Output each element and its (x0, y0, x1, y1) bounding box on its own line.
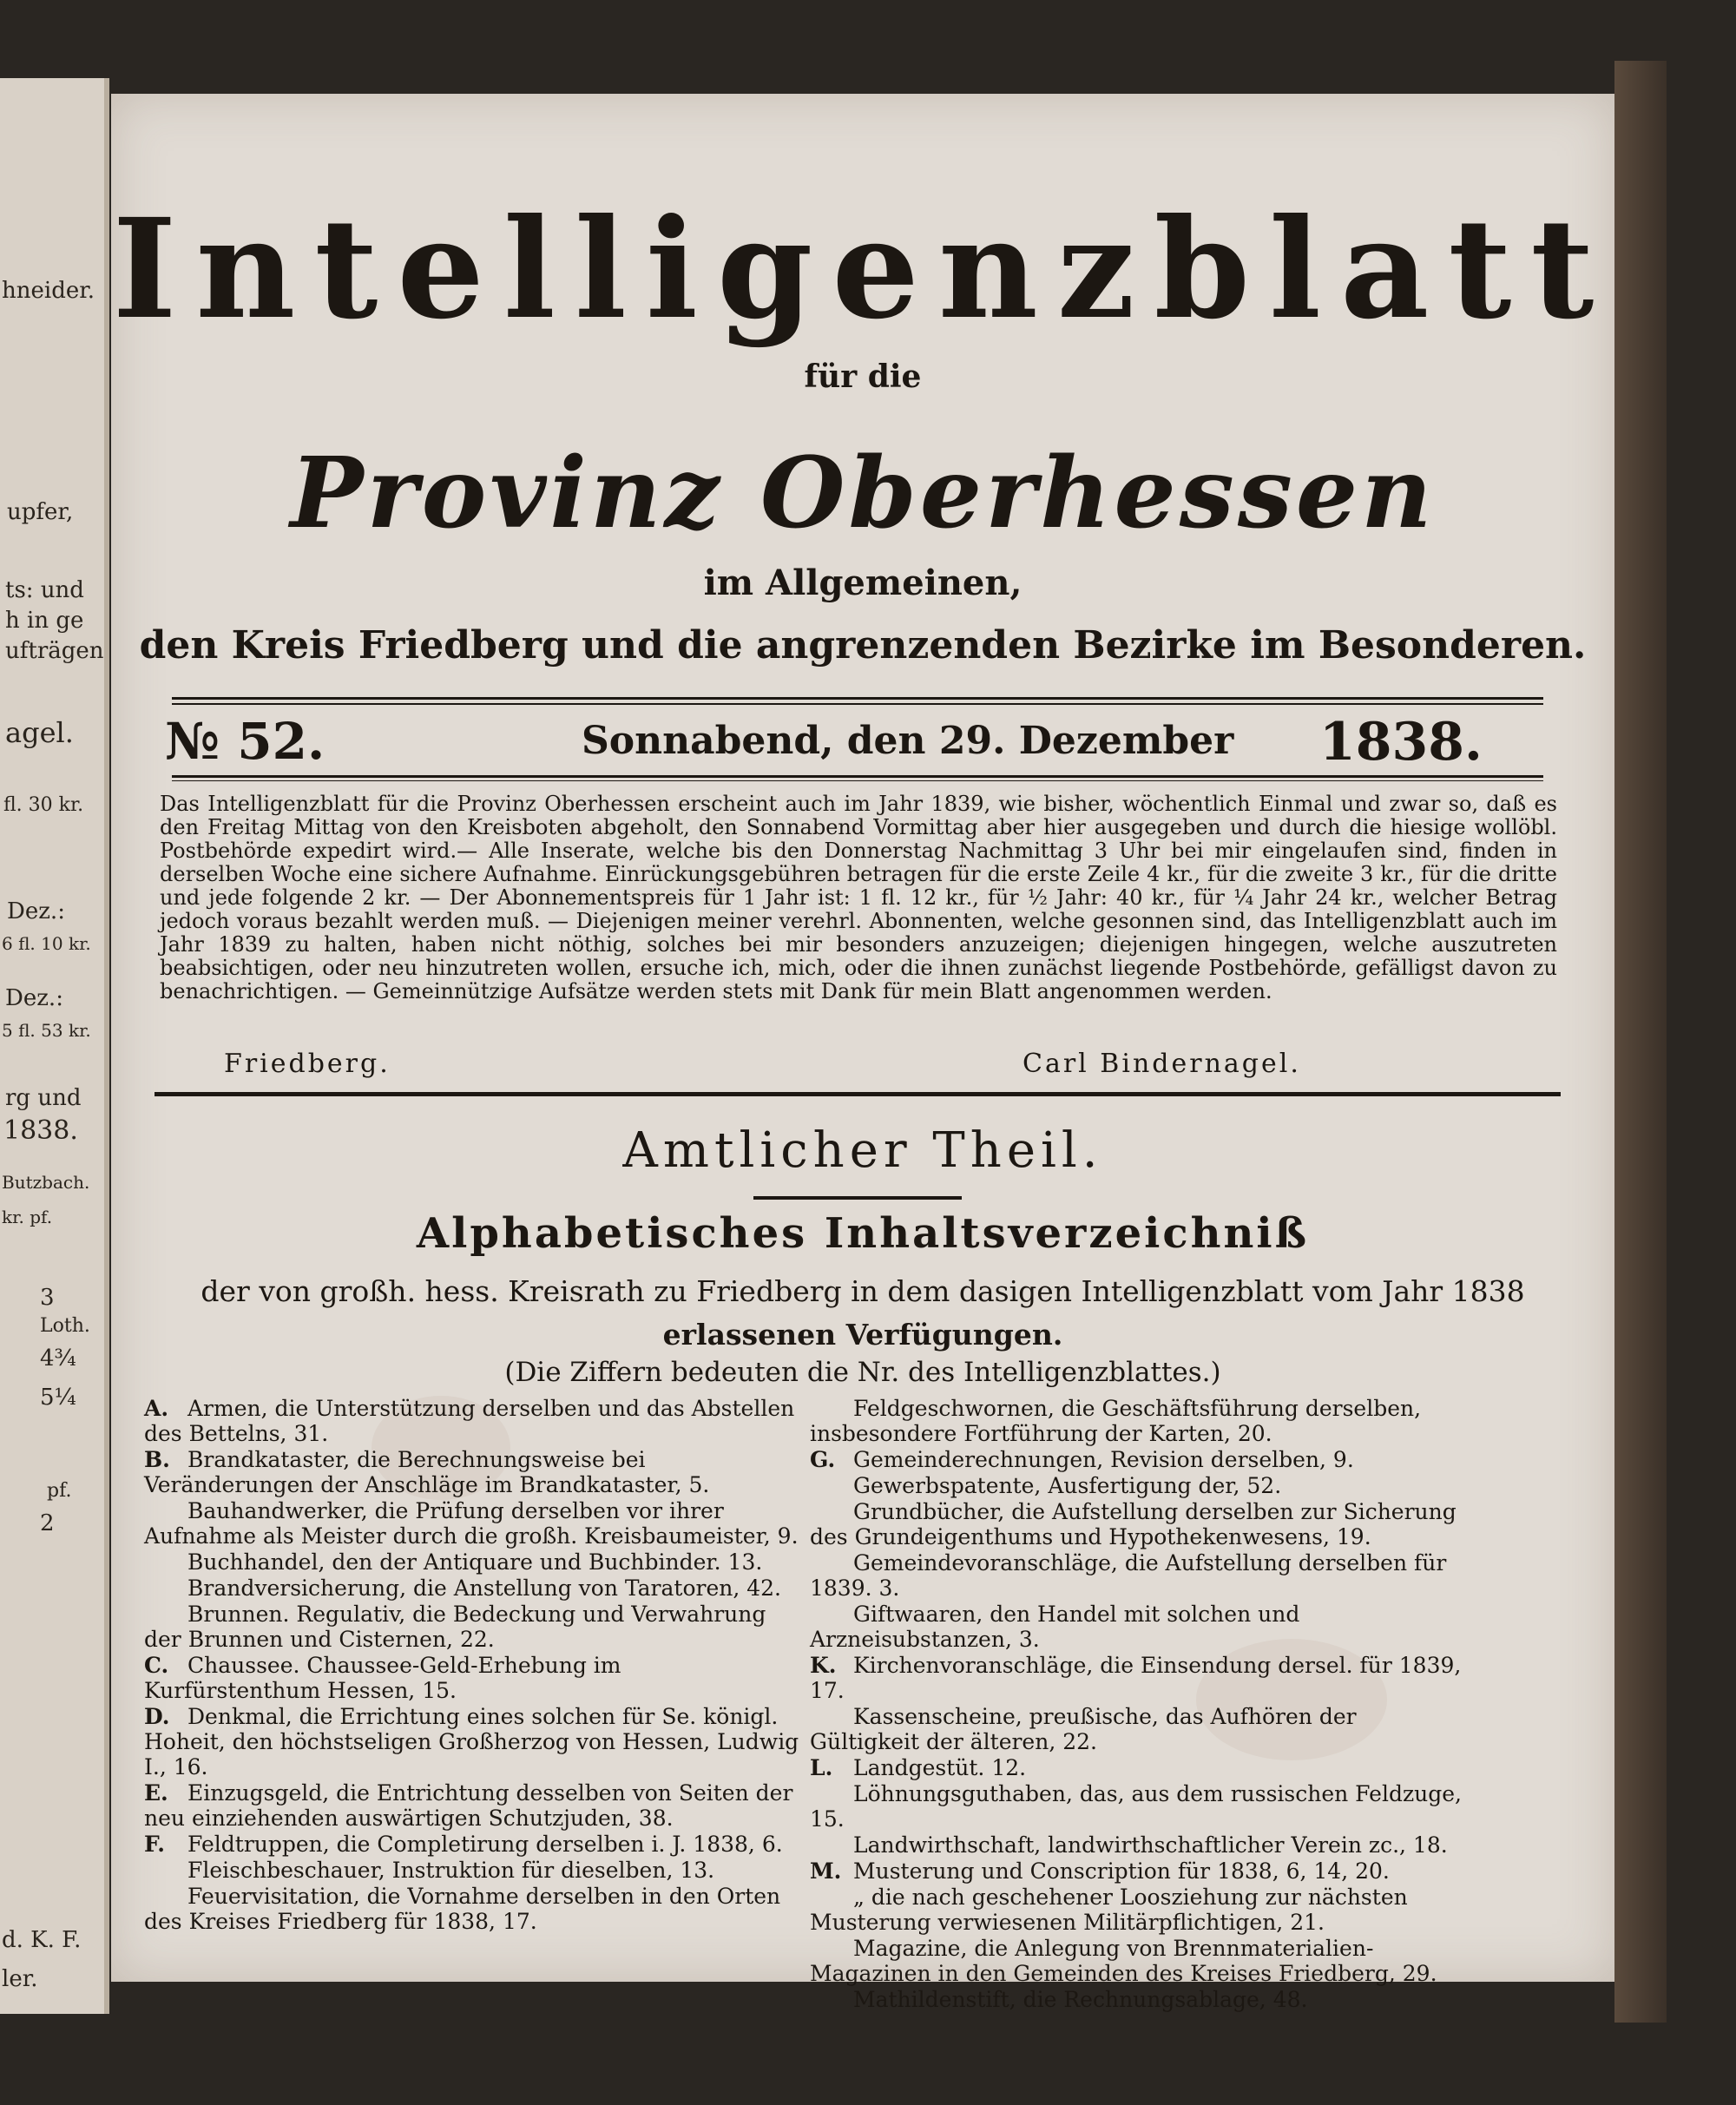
left-fragment: Butzbach. (2, 1172, 90, 1193)
divider-rule (172, 775, 1543, 778)
left-fragment: hneider. (2, 278, 95, 304)
index-letter: A. (144, 1396, 169, 1421)
index-entry-text: Landwirthschaft, landwirthschaftlicher Verein zc., 18. (853, 1832, 1448, 1858)
index-letter: K. (810, 1653, 837, 1678)
issue-number: № 52. (165, 712, 326, 771)
index-entry-text: Gemeindevoranschläge, die Aufstellung derselben für 1839. 3. (810, 1550, 1447, 1601)
index-entry (810, 1936, 1470, 1986)
divider-rule (172, 780, 1543, 781)
index-letter: E. (144, 1780, 168, 1806)
index-entry-text: Magazine, die Anlegung von Brennmaterialien-Magazinen in den Gemeinden des Kreises Friedberg, 29. (810, 1936, 1437, 1986)
divider-ornament (753, 1196, 962, 1200)
left-fragment: 6 fl. 10 kr. (2, 933, 91, 954)
index-note: (Die Ziffern bedeuten die Nr. des Intelligenzblattes.) (504, 1357, 1221, 1388)
index-entry-text: Feldtruppen, die Completirung derselben i. J. 1838, 6. (187, 1832, 783, 1857)
issue-year: 1838. (1319, 712, 1483, 773)
index-entry (810, 1447, 1470, 1472)
newspaper-page (111, 94, 1614, 2012)
index-entry (810, 1396, 1470, 1446)
index-entry (144, 1575, 804, 1601)
index-entry (810, 1602, 1470, 1652)
index-entry-text: Feuervisitation, die Vornahme derselben in den Orten des Kreises Friedberg für 1838, 17. (144, 1884, 781, 1934)
index-entry (144, 1832, 804, 1857)
masthead-title: Intelligenzblatt (112, 189, 1614, 350)
index-entry (810, 1781, 1470, 1832)
left-fragment: kr. pf. (2, 1207, 53, 1227)
index-entry-text: Grundbücher, die Aufstellung derselben zur Sicherung des Grundeigenthums und Hypothekenwesens, 19. (810, 1499, 1457, 1549)
index-entry (810, 1858, 1470, 1884)
index-entry (810, 1704, 1470, 1754)
subtitle-line-1: im Allgemeinen, (703, 562, 1023, 603)
subtitle-line-2: den Kreis Friedberg und die angrenzenden Bezirke im Besonderen. (139, 623, 1587, 668)
signature-name: Carl Bindernagel. (1023, 1049, 1301, 1079)
left-page-edge (0, 78, 109, 2014)
index-entry-text: Musterung und Conscription für 1838, 6, 14, 20. (853, 1858, 1390, 1884)
divider-rule (172, 697, 1543, 700)
index-entry (144, 1602, 804, 1652)
index-letter: C. (144, 1653, 169, 1678)
index-entry (810, 1550, 1470, 1601)
section-title: Amtlicher Theil. (622, 1122, 1103, 1179)
index-subtitle: der von großh. hess. Kreisrath zu Friedberg in dem dasigen Intelligenzblatt vom Jahr 1838 (201, 1274, 1525, 1308)
left-fragment: ts: und (5, 577, 84, 603)
index-entry (810, 1499, 1470, 1549)
left-fragment: 1838. (3, 1115, 78, 1146)
index-entry (144, 1447, 804, 1497)
index-entry-text: Denkmal, die Errichtung eines solchen für Se. königl. Hoheit, den höchstseligen Großherzog von Hessen, Ludwig I., 16. (144, 1704, 799, 1779)
divider-rule (172, 703, 1543, 705)
index-entry-text: Kirchenvoranschläge, die Einsendung dersel. für 1839, 17. (810, 1653, 1462, 1703)
index-entry (810, 1987, 1470, 2012)
index-entry-text: Gemeinderechnungen, Revision derselben, 9. (853, 1447, 1354, 1472)
index-entry-text: Fleischbeschauer, Instruktion für dieselben, 13. (187, 1858, 715, 1883)
index-entry (144, 1884, 804, 1934)
index-entry-text: Bauhandwerker, die Prüfung derselben vor ihrer Aufnahme als Meister durch die großh. Kreisbaumeister, 9. (144, 1498, 799, 1549)
left-fragment: upfer, (7, 499, 74, 525)
left-fragment: 5¼ (40, 1385, 76, 1411)
index-entry (144, 1780, 804, 1831)
dateline (165, 712, 1554, 781)
index-column-left (144, 1396, 804, 1935)
index-entry (810, 1653, 1470, 1703)
index-entry-text: Löhnungsguthaben, das, aus dem russischen Feldzuge, 15. (810, 1781, 1462, 1832)
book-spine (1614, 61, 1667, 2023)
left-fragment: agel. (5, 716, 74, 749)
left-fragment: Loth. (40, 1315, 90, 1337)
index-letter: G. (810, 1447, 836, 1472)
left-fragment: Dez.: (5, 985, 63, 1011)
index-entry (810, 1885, 1470, 1935)
left-fragment: 5 fl. 53 kr. (2, 1020, 91, 1041)
index-letter: B. (144, 1447, 170, 1472)
left-fragment: d. K. F. (2, 1927, 82, 1953)
index-column-right (810, 1396, 1470, 2013)
index-entry-text: Landgestüt. 12. (853, 1755, 1027, 1780)
index-entry (144, 1653, 804, 1703)
index-letter: F. (144, 1832, 165, 1857)
index-entry-text: Einzugsgeld, die Entrichtung desselben von Seiten der neu einziehenden auswärtigen Schutzjuden, 38. (144, 1780, 793, 1831)
index-entry-text: Giftwaaren, den Handel mit solchen und Arzneisubstanzen, 3. (810, 1602, 1300, 1652)
index-letter: D. (144, 1704, 170, 1729)
index-entry-text: Chaussee. Chaussee-Geld-Erhebung im Kurfürstenthum Hessen, 15. (144, 1653, 621, 1703)
left-fragment: ler. (2, 1966, 38, 1992)
index-entry (144, 1498, 804, 1549)
index-entry (144, 1549, 804, 1575)
index-entry-text: Armen, die Unterstützung derselben und das Abstellen des Bettelns, 31. (144, 1396, 795, 1446)
index-entry-text: Feldgeschwornen, die Geschäftsführung derselben, insbesondere Fortführung der Karten, 20. (810, 1396, 1422, 1446)
index-entry-text: Brandkataster, die Berechnungsweise bei Veränderungen der Anschläge im Brandkataster, 5. (144, 1447, 710, 1497)
index-entry-text: Brunnen. Regulativ, die Bedeckung und Verwahrung der Brunnen und Cisternen, 22. (144, 1602, 766, 1652)
left-fragment: h in ge (5, 608, 84, 634)
left-fragment: pf. (47, 1480, 72, 1502)
index-entry (144, 1858, 804, 1883)
issue-date: Sonnabend, den 29. Dezember (582, 719, 1234, 763)
notice-text: Das Intelligenzblatt für die Provinz Oberhessen erscheint auch im Jahr 1839, wie bisher, wöchentlich Einmal und zwar so, daß es den Freitag Mittag von den Kreisboten abgeholt, den Sonnabend Vormittag aber hier ausgegeben und durch die hiesige wollöbl. Postbehörde expedirt wird.— Alle Inserate, welche bis den Donnerstag Nachmittag 3 Uhr bei mir eingelaufen sind, finden in derselben Woche eine sichere Aufnahme. Einrückungsgebühren betragen für die erste Zeile 4 kr., für die zweite 3 kr., für die dritte und jede folgende 2 kr. — Der Abonnementspreis für 1 Jahr ist: 1 fl. 12 kr., für ½ Jahr: 40 kr., für ¼ Jahr 24 kr., welcher Betrag jedoch voraus bezahlt werden muß. — Diejenigen meiner verehrl. Abonnenten, welche gesonnen sind, das Intelligenzblatt auch im Jahr 1839 zu halten, haben nicht nöthig, solches bei mir besonders anzuzeigen; diejenigen hingegen, welche auszutreten beabsichtigen, oder neu hinzutreten wollen, ersuche ich, mich, oder die ihnen zunächst liegende Postbehörde, gefälligst davon zu benachrichtigen. — Gemeinnützige Aufsätze werden stets mit Dank für mein Blatt angenommen werden. (160, 792, 1557, 1003)
index-entry (810, 1832, 1470, 1858)
left-fragment: 4¾ (40, 1345, 76, 1372)
index-entry-text: Mathildenstift, die Rechnungsablage, 48. (853, 1987, 1308, 2012)
left-fragment: rg und (5, 1085, 82, 1111)
index-entry-text: Gewerbspatente, Ausfertigung der, 52. (853, 1473, 1282, 1498)
index-entry-text: Buchhandel, den der Antiquare und Buchbinder. 13. (187, 1549, 763, 1575)
index-entry-text: „ die nach geschehener Loosziehung zur nächsten Musterung verwiesenen Militärpflichtigen, 21. (810, 1885, 1408, 1935)
province-title: Provinz Oberhessen (290, 437, 1436, 550)
index-entry (144, 1704, 804, 1779)
masthead-fuer-die: für die (804, 359, 922, 395)
index-letter: L. (810, 1755, 833, 1780)
index-title: Alphabetisches Inhaltsverzeichniß (416, 1209, 1310, 1258)
index-entry (144, 1396, 804, 1446)
index-entry-text: Brandversicherung, die Anstellung von Taratoren, 42. (187, 1575, 781, 1601)
index-entry-text: Kassenscheine, preußische, das Aufhören der Gültigkeit der älteren, 22. (810, 1704, 1357, 1754)
subscription-notice (160, 793, 1557, 1003)
left-fragment: fl. 30 kr. (3, 794, 84, 816)
divider-rule (155, 1092, 1561, 1096)
index-subtitle: erlassenen Verfügungen. (662, 1318, 1063, 1352)
left-fragment: ufträgen (5, 638, 104, 664)
signature-place: Friedberg. (224, 1049, 391, 1079)
left-fragment: 2 (40, 1510, 55, 1536)
left-fragment: Dez.: (7, 898, 65, 924)
index-letter: M. (810, 1858, 842, 1884)
index-entry (810, 1755, 1470, 1780)
left-fragment: 3 (40, 1285, 55, 1311)
index-entry (810, 1473, 1470, 1498)
